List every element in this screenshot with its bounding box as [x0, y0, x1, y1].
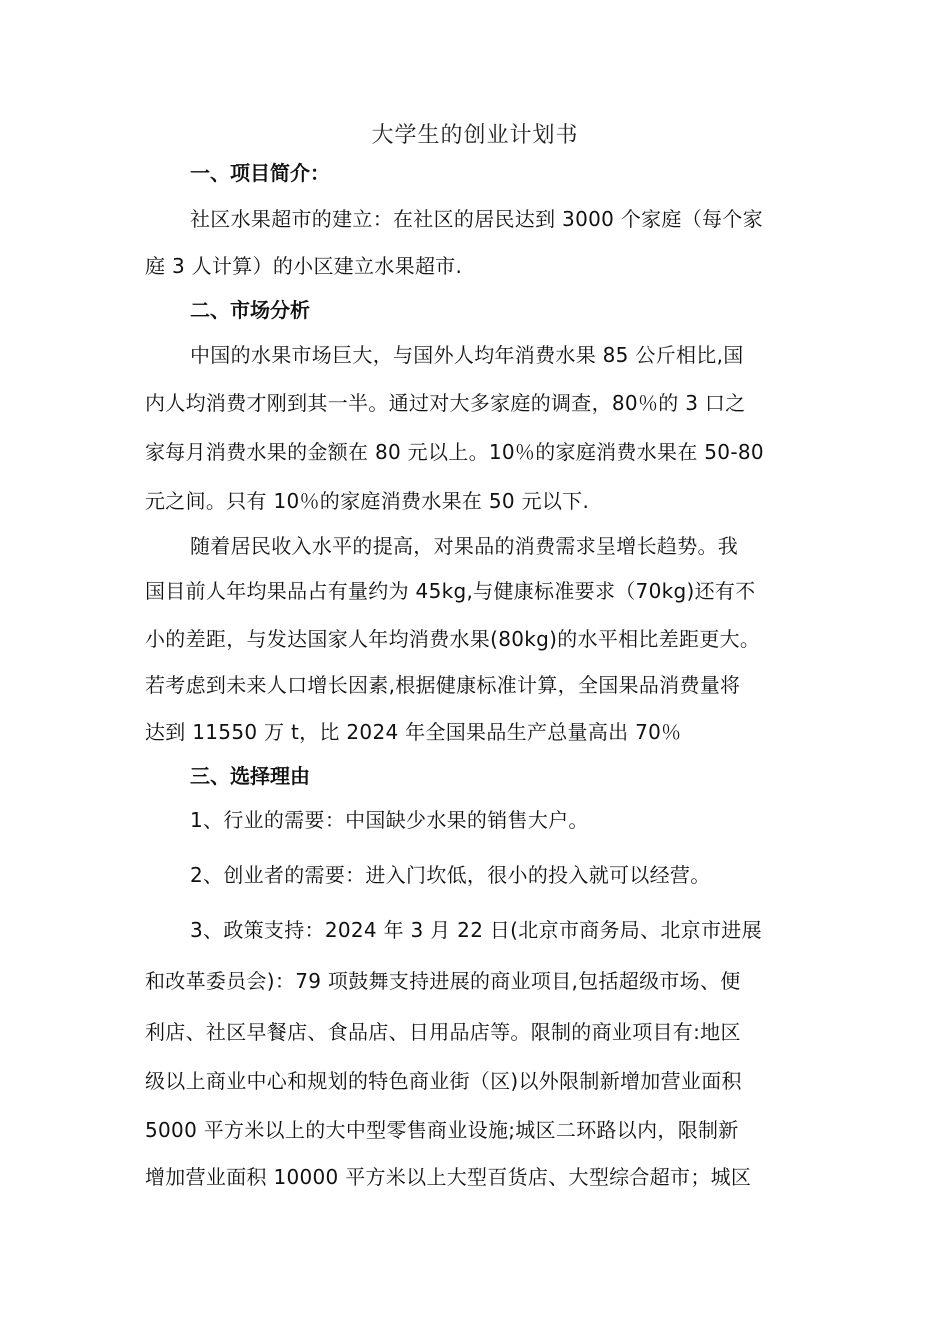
- heading-project-intro: 一、项目简介：: [190, 161, 330, 185]
- paragraph-line: 5000 平方米以上的大中型零售商业设施;城区二环路以内，限制新: [145, 1118, 739, 1142]
- paragraph-line: 增加营业面积 10000 平方米以上大型百货店、大型综合超市；城区: [145, 1165, 752, 1189]
- list-item: 1、行业的需要：中国缺少水果的销售大户。: [190, 808, 589, 832]
- heading-market-analysis: 二、市场分析: [190, 298, 310, 322]
- paragraph-line: 若考虑到未来人口增长因素,根据健康标准计算，全国果品消费量将: [145, 673, 741, 697]
- paragraph-line: 和改革委员会)：79 项鼓舞支持进展的商业项目,包括超级市场、便: [145, 969, 741, 993]
- paragraph-line: 随着居民收入水平的提高，对果品的消费需求呈增长趋势。我: [190, 534, 739, 558]
- paragraph-line: 庭 3 人计算）的小区建立水果超市.: [145, 254, 463, 278]
- list-item: 3、政策支持：2024 年 3 月 22 日(北京市商务局、北京市进展: [190, 918, 762, 942]
- paragraph-line: 社区水果超市的建立：在社区的居民达到 3000 个家庭（每个家: [190, 207, 763, 231]
- paragraph-line: 达到 11550 万 t，比 2024 年全国果品生产总量高出 70％: [145, 720, 682, 744]
- heading-selection-reasons: 三、选择理由: [190, 764, 310, 788]
- paragraph-line: 内人均消费才刚到其一半。通过对大多家庭的调查，80％的 3 口之: [145, 391, 746, 415]
- paragraph-line: 小的差距，与发达国家人年均消费水果(80kg)的水平相比差距更大。: [145, 627, 761, 651]
- paragraph-line: 国目前人年均果品占有量约为 45kg,与健康标准要求（70kg)还有不: [145, 579, 756, 603]
- paragraph-line: 中国的水果市场巨大，与国外人均年消费水果 85 公斤相比,国: [190, 343, 744, 367]
- paragraph-line: 利店、社区早餐店、食品店、日用品店等。限制的商业项目有:地区: [145, 1020, 741, 1044]
- paragraph-line: 级以上商业中心和规划的特色商业街（区)以外限制新增加营业面积: [145, 1069, 742, 1093]
- paragraph-line: 元之间。只有 10％的家庭消费水果在 50 元以下.: [145, 489, 590, 513]
- document-title: 大学生的创业计划书: [371, 123, 579, 148]
- list-item: 2、创业者的需要：进入门坎低，很小的投入就可以经营。: [190, 863, 711, 887]
- paragraph-line: 家每月消费水果的金额在 80 元以上。10％的家庭消费水果在 50-80: [145, 440, 764, 464]
